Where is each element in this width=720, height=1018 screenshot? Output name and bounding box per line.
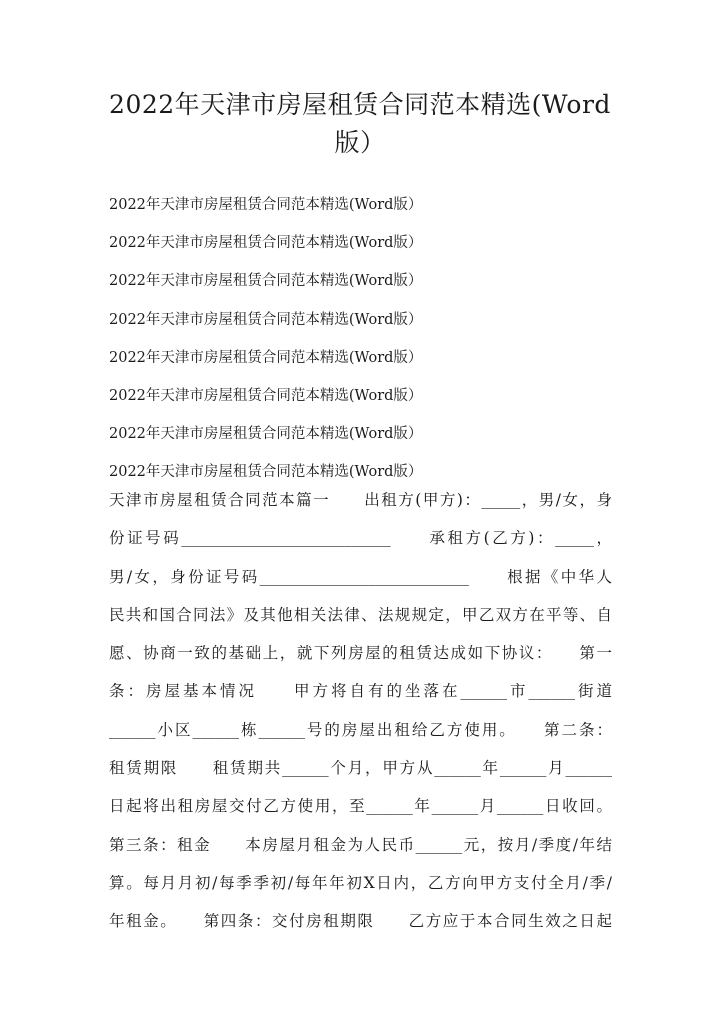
body-line: 条：房屋基本情况 甲方将自有的坐落在______市______街道 [109,682,612,701]
body-line: 第三条：租金 本房屋月租金为人民币______元，按月/季度/年结 [109,835,612,854]
body-line: 日起将出租房屋交付乙方使用，至______年______月______日收回。 [109,797,612,816]
list-item: 2022年天津市房屋租赁合同范本精选(Word版） [109,426,423,443]
title-line-1: 2022年天津市房屋租赁合同范本精选(Word [109,90,611,119]
list-item: 2022年天津市房屋租赁合同范本精选(Word版） [109,387,423,404]
body-line: 算。每月月初/每季季初/每年年初X日内，乙方向甲方支付全月/季/ [109,873,612,892]
body-line: ______小区______栋______号的房屋出租给乙方使用。 第二条： [109,720,612,739]
title-line-2: 版） [334,128,386,157]
body-line: 民共和国合同法》及其他相关法律、法规规定，甲乙双方在平等、自 [109,605,612,624]
list-item: 2022年天津市房屋租赁合同范本精选(Word版） [109,349,423,366]
list-item: 2022年天津市房屋租赁合同范本精选(Word版） [109,273,423,290]
body-line: 愿、协商一致的基础上，就下列房屋的租赁达成如下协议： 第一 [109,644,612,663]
list-item: 2022年天津市房屋租赁合同范本精选(Word版） [109,464,423,481]
repeated-title-list [109,186,629,492]
body-line: 份证号码___________________________ 承租方(乙方)：_____， [109,529,612,548]
body-line: 天津市房屋租赁合同范本篇一 出租方(甲方)：_____，男/女，身 [109,491,612,509]
list-item: 2022年天津市房屋租赁合同范本精选(Word版） [109,311,423,328]
list-item: 2022年天津市房屋租赁合同范本精选(Word版） [109,235,423,252]
contract-body [109,481,612,941]
body-line: 租赁期限 租赁期共______个月，甲方从______年______月______ [109,759,612,778]
body-line: 年租金。 第四条：交付房租期限 乙方应于本合同生效之日起 [109,912,612,931]
document-title [100,86,620,162]
list-item: 2022年天津市房屋租赁合同范本精选(Word版） [109,197,423,213]
body-line: 男/女，身份证号码___________________________ 根据《中华人 [109,567,612,586]
